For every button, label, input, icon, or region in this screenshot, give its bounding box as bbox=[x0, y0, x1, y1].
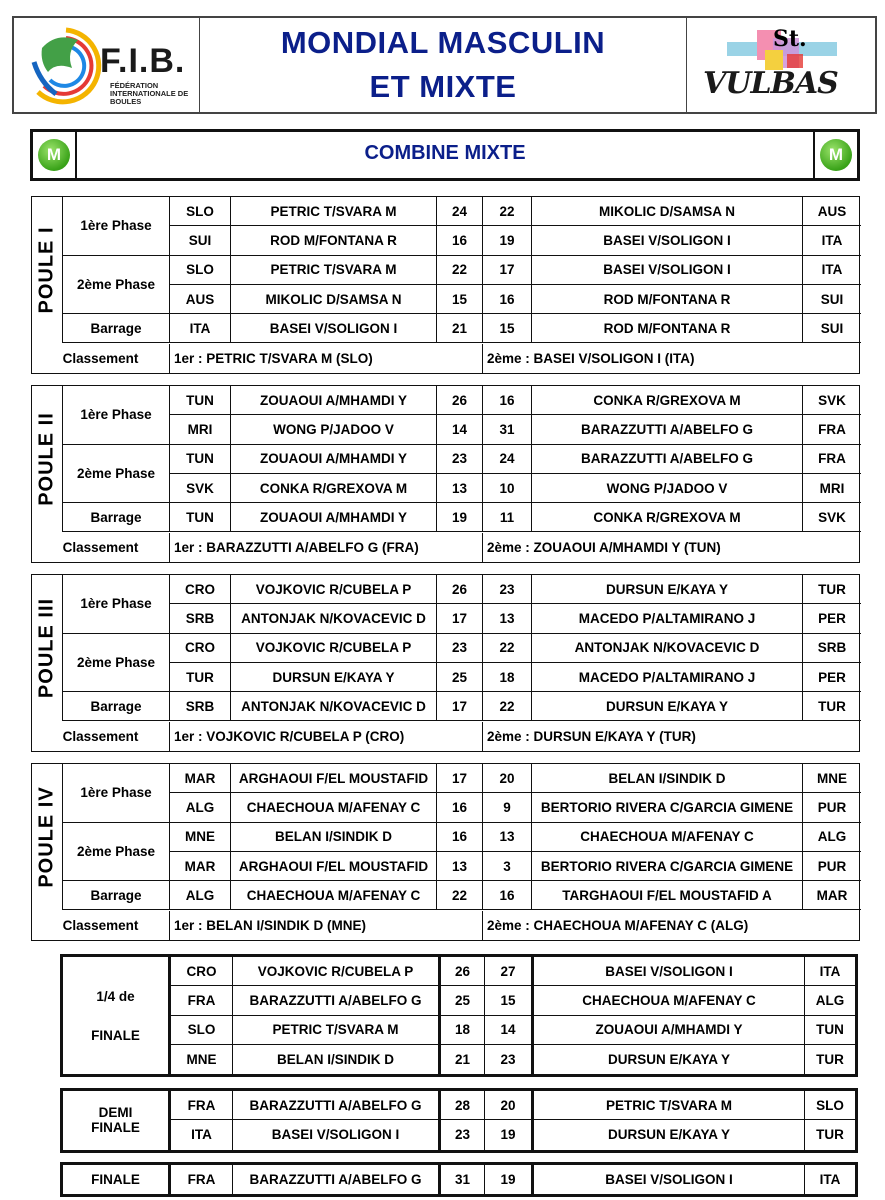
team-name: CHAECHOUA M/AFENAY C bbox=[534, 986, 805, 1015]
team-name: ZOUAOUI A/MHAMDI Y bbox=[231, 503, 437, 532]
score: 26 bbox=[437, 386, 483, 415]
pool-name-text: POULE III bbox=[35, 597, 58, 699]
team-name: CHAECHOUA M/AFENAY C bbox=[231, 881, 437, 910]
score: 20 bbox=[483, 764, 532, 793]
country-code: MRI bbox=[170, 415, 231, 444]
team-name: DURSUN E/KAYA Y bbox=[532, 575, 803, 604]
team-name: MACEDO P/ALTAMIRANO J bbox=[532, 663, 803, 692]
country-code: MNE bbox=[171, 1045, 233, 1074]
country-code: CRO bbox=[170, 634, 231, 663]
score: 11 bbox=[483, 503, 532, 532]
team-name: CHAECHOUA M/AFENAY C bbox=[532, 823, 803, 852]
country-code: AUS bbox=[170, 285, 231, 314]
country-code: MAR bbox=[170, 764, 231, 793]
round-label-line: FINALE bbox=[91, 1027, 140, 1043]
m-badge-icon: M bbox=[38, 139, 70, 171]
team-name: BELAN I/SINDIK D bbox=[233, 1045, 439, 1074]
classement-second: 2ème : ZOUAOUI A/MHAMDI Y (TUN) bbox=[487, 539, 721, 555]
team-name: VOJKOVIC R/CUBELA P bbox=[233, 957, 439, 986]
team-name: DURSUN E/KAYA Y bbox=[534, 1045, 805, 1074]
country-code: TUR bbox=[803, 575, 861, 604]
vulbas-text: VULBAS bbox=[703, 66, 838, 101]
team-name: ROD M/FONTANA R bbox=[532, 285, 803, 314]
score: 22 bbox=[483, 634, 532, 663]
country-code: MAR bbox=[803, 881, 861, 910]
team-name: MIKOLIC D/SAMSA N bbox=[532, 197, 803, 226]
country-code: ALG bbox=[170, 793, 231, 822]
round-label-line: 1/4 de bbox=[96, 988, 135, 1004]
country-code: ALG bbox=[803, 823, 861, 852]
team-name: BASEI V/SOLIGON I bbox=[534, 1165, 805, 1194]
fib-subtitle: FÉDÉRATION INTERNATIONALE DE BOULES bbox=[110, 81, 189, 106]
team-name: CHAECHOUA M/AFENAY C bbox=[231, 793, 437, 822]
score: 31 bbox=[439, 1165, 485, 1194]
country-code: MNE bbox=[170, 823, 231, 852]
barrage-label: Barrage bbox=[63, 881, 170, 910]
score: 19 bbox=[483, 226, 532, 255]
country-code: SRB bbox=[170, 692, 231, 721]
score: 3 bbox=[483, 852, 532, 881]
country-code: TUN bbox=[170, 445, 231, 474]
team-name: ARGHAOUI F/EL MOUSTAFID bbox=[231, 852, 437, 881]
score: 18 bbox=[483, 663, 532, 692]
fib-emblem-icon bbox=[26, 22, 106, 112]
country-code: ITA bbox=[819, 1172, 841, 1188]
country-code: SLO bbox=[170, 256, 231, 285]
team-name: DURSUN E/KAYA Y bbox=[534, 1120, 805, 1149]
barrage-label: Barrage bbox=[63, 314, 170, 343]
phase-label: 2ème Phase bbox=[63, 256, 170, 315]
pool-table bbox=[31, 574, 860, 752]
team-name: ARGHAOUI F/EL MOUSTAFID bbox=[231, 764, 437, 793]
team-name: WONG P/JADOO V bbox=[532, 474, 803, 503]
phase-label: 1ère Phase bbox=[63, 386, 170, 445]
score: 26 bbox=[439, 957, 485, 986]
classement-first: 1er : BARAZZUTTI A/ABELFO G (FRA) bbox=[170, 533, 483, 563]
team-name: DURSUN E/KAYA Y bbox=[532, 692, 803, 721]
score: 14 bbox=[485, 1016, 534, 1045]
team-name: ZOUAOUI A/MHAMDI Y bbox=[231, 445, 437, 474]
country-code: PER bbox=[803, 663, 861, 692]
score: 23 bbox=[437, 634, 483, 663]
score: 14 bbox=[437, 415, 483, 444]
score: 16 bbox=[483, 285, 532, 314]
pool-table bbox=[31, 196, 860, 374]
page-title bbox=[200, 18, 687, 112]
team-name: PETRIC T/SVARA M bbox=[233, 1016, 439, 1045]
team-name: ANTONJAK N/KOVACEVIC D bbox=[231, 692, 437, 721]
country-code: ALG bbox=[170, 881, 231, 910]
score: 25 bbox=[439, 986, 485, 1015]
country-code: TUR bbox=[803, 692, 861, 721]
score: 22 bbox=[437, 256, 483, 285]
country-code: TUR bbox=[816, 1052, 844, 1068]
phase-label: 2ème Phase bbox=[63, 823, 170, 882]
score: 16 bbox=[483, 881, 532, 910]
badge-right-cell bbox=[813, 132, 857, 178]
country-code: ALG bbox=[805, 986, 855, 1015]
st-vulbas-logo bbox=[687, 18, 875, 112]
country-code: ITA bbox=[805, 957, 855, 986]
country-code: SLO bbox=[170, 197, 231, 226]
score: 19 bbox=[485, 1120, 534, 1149]
round-label-line: FINALE bbox=[91, 1172, 140, 1188]
team-name: ROD M/FONTANA R bbox=[231, 226, 437, 255]
pool-name-text: POULE I bbox=[35, 226, 58, 314]
team-name: BARAZZUTTI A/ABELFO G bbox=[233, 1091, 439, 1120]
country-code: MRI bbox=[803, 474, 861, 503]
team-name: BARAZZUTTI A/ABELFO G bbox=[233, 1165, 439, 1194]
score: 21 bbox=[437, 314, 483, 343]
team-name: WONG P/JADOO V bbox=[231, 415, 437, 444]
score: 16 bbox=[437, 823, 483, 852]
round-label bbox=[63, 1091, 171, 1150]
score: 13 bbox=[437, 474, 483, 503]
score: 23 bbox=[485, 1045, 534, 1074]
country-code: TUN bbox=[170, 503, 231, 532]
barrage-label: Barrage bbox=[63, 503, 170, 532]
pool-name bbox=[32, 575, 63, 721]
score: 23 bbox=[439, 1120, 485, 1149]
score: 13 bbox=[437, 852, 483, 881]
team-name: CONKA R/GREXOVA M bbox=[532, 503, 803, 532]
team-name: BASEI V/SOLIGON I bbox=[532, 226, 803, 255]
country-code: SUI bbox=[803, 314, 861, 343]
country-code: ITA bbox=[171, 1120, 233, 1149]
score: 21 bbox=[439, 1045, 485, 1074]
knockout-table bbox=[60, 954, 858, 1077]
score: 17 bbox=[483, 256, 532, 285]
classement-second: 2ème : BASEI V/SOLIGON I (ITA) bbox=[487, 350, 695, 366]
country-code: MNE bbox=[803, 764, 861, 793]
team-name: VOJKOVIC R/CUBELA P bbox=[231, 575, 437, 604]
team-name: BASEI V/SOLIGON I bbox=[231, 314, 437, 343]
classement-first: 1er : VOJKOVIC R/CUBELA P (CRO) bbox=[170, 722, 483, 752]
score: 20 bbox=[485, 1091, 534, 1120]
score: 13 bbox=[483, 823, 532, 852]
team-name: BASEI V/SOLIGON I bbox=[534, 957, 805, 986]
phase-label: 1ère Phase bbox=[63, 575, 170, 634]
country-code: SVK bbox=[803, 503, 861, 532]
score: 17 bbox=[437, 692, 483, 721]
phase-label: 1ère Phase bbox=[63, 197, 170, 256]
classement-label: Classement bbox=[32, 344, 170, 374]
team-name: ZOUAOUI A/MHAMDI Y bbox=[231, 386, 437, 415]
country-code: SUI bbox=[170, 226, 231, 255]
fib-logo bbox=[14, 18, 200, 112]
team-name: BASEI V/SOLIGON I bbox=[233, 1120, 439, 1149]
score: 24 bbox=[483, 445, 532, 474]
score: 15 bbox=[483, 314, 532, 343]
m-badge-icon: M bbox=[820, 139, 852, 171]
knockout-table bbox=[60, 1088, 858, 1153]
pool-table bbox=[31, 763, 860, 941]
country-code: TUN bbox=[170, 386, 231, 415]
score: 24 bbox=[437, 197, 483, 226]
team-name: BERTORIO RIVERA C/GARCIA GIMENE bbox=[532, 852, 803, 881]
team-name: PETRIC T/SVARA M bbox=[231, 197, 437, 226]
team-name: BELAN I/SINDIK D bbox=[231, 823, 437, 852]
score: 15 bbox=[485, 986, 534, 1015]
country-code: SVK bbox=[803, 386, 861, 415]
country-code: ITA bbox=[803, 256, 861, 285]
team-name: CONKA R/GREXOVA M bbox=[532, 386, 803, 415]
country-code: PER bbox=[803, 604, 861, 633]
score: 22 bbox=[437, 881, 483, 910]
country-code: MAR bbox=[170, 852, 231, 881]
score: 17 bbox=[437, 604, 483, 633]
phase-label: 1ère Phase bbox=[63, 764, 170, 823]
score: 22 bbox=[483, 692, 532, 721]
team-name: PETRIC T/SVARA M bbox=[231, 256, 437, 285]
country-code: CRO bbox=[171, 957, 233, 986]
country-code: PUR bbox=[803, 793, 861, 822]
team-name: ANTONJAK N/KOVACEVIC D bbox=[231, 604, 437, 633]
knockout-table bbox=[60, 1162, 858, 1197]
country-code: TUR bbox=[170, 663, 231, 692]
score: 16 bbox=[483, 386, 532, 415]
team-name: MIKOLIC D/SAMSA N bbox=[231, 285, 437, 314]
score: 26 bbox=[437, 575, 483, 604]
country-code: AUS bbox=[803, 197, 861, 226]
team-name: BASEI V/SOLIGON I bbox=[532, 256, 803, 285]
pool-name-text: POULE IV bbox=[35, 786, 58, 888]
country-code: FRA bbox=[803, 415, 861, 444]
team-name: PETRIC T/SVARA M bbox=[534, 1091, 805, 1120]
title-line-1: MONDIAL MASCULIN bbox=[280, 25, 606, 60]
pool-name-text: POULE II bbox=[35, 412, 58, 506]
pool-table bbox=[31, 385, 860, 563]
round-label bbox=[63, 1165, 171, 1194]
team-name: BARAZZUTTI A/ABELFO G bbox=[233, 986, 439, 1015]
classement-first: 1er : PETRIC T/SVARA M (SLO) bbox=[170, 344, 483, 374]
score: 15 bbox=[437, 285, 483, 314]
team-name: VOJKOVIC R/CUBELA P bbox=[231, 634, 437, 663]
pool-name bbox=[32, 386, 63, 532]
country-code: ITA bbox=[803, 226, 861, 255]
score: 13 bbox=[483, 604, 532, 633]
country-code: SRB bbox=[170, 604, 231, 633]
score: 23 bbox=[483, 575, 532, 604]
classement-label: Classement bbox=[32, 533, 170, 563]
country-code: SLO bbox=[805, 1091, 855, 1120]
score: 31 bbox=[483, 415, 532, 444]
score: 16 bbox=[437, 793, 483, 822]
fib-logo-text: F.I.B. bbox=[100, 42, 186, 80]
country-code: TUN bbox=[805, 1016, 855, 1045]
pool-name bbox=[32, 197, 63, 343]
country-code: FRA bbox=[171, 1165, 233, 1194]
barrage-label: Barrage bbox=[63, 692, 170, 721]
score: 27 bbox=[485, 957, 534, 986]
country-code: FRA bbox=[171, 1091, 233, 1120]
team-name: ANTONJAK N/KOVACEVIC D bbox=[532, 634, 803, 663]
page-header bbox=[12, 16, 877, 114]
country-code: FRA bbox=[803, 445, 861, 474]
classement-label: Classement bbox=[32, 911, 170, 941]
country-code: SUI bbox=[803, 285, 861, 314]
country-code: PUR bbox=[803, 852, 861, 881]
score: 25 bbox=[437, 663, 483, 692]
st-text: St. bbox=[773, 26, 807, 52]
team-name: BERTORIO RIVERA C/GARCIA GIMENE bbox=[532, 793, 803, 822]
score: 28 bbox=[439, 1091, 485, 1120]
score: 17 bbox=[437, 764, 483, 793]
score: 16 bbox=[437, 226, 483, 255]
team-name: TARGHAOUI F/EL MOUSTAFID A bbox=[532, 881, 803, 910]
team-name: DURSUN E/KAYA Y bbox=[231, 663, 437, 692]
team-name: BELAN I/SINDIK D bbox=[532, 764, 803, 793]
team-name: ROD M/FONTANA R bbox=[532, 314, 803, 343]
country-code: SLO bbox=[171, 1016, 233, 1045]
team-name: BARAZZUTTI A/ABELFO G bbox=[532, 445, 803, 474]
classement-second: 2ème : DURSUN E/KAYA Y (TUR) bbox=[487, 728, 696, 744]
classement-first: 1er : BELAN I/SINDIK D (MNE) bbox=[170, 911, 483, 941]
country-code: SVK bbox=[170, 474, 231, 503]
country-code: TUR bbox=[816, 1127, 844, 1143]
round-label-line: DEMI bbox=[98, 1105, 133, 1121]
country-code: CRO bbox=[170, 575, 231, 604]
team-name: BARAZZUTTI A/ABELFO G bbox=[532, 415, 803, 444]
team-name: ZOUAOUI A/MHAMDI Y bbox=[534, 1016, 805, 1045]
score: 10 bbox=[483, 474, 532, 503]
score: 9 bbox=[483, 793, 532, 822]
score: 19 bbox=[437, 503, 483, 532]
country-code: SRB bbox=[803, 634, 861, 663]
phase-label: 2ème Phase bbox=[63, 634, 170, 693]
round-label bbox=[63, 957, 171, 1074]
classement-label: Classement bbox=[32, 722, 170, 752]
score: 18 bbox=[439, 1016, 485, 1045]
score: 19 bbox=[485, 1165, 534, 1194]
team-name: MACEDO P/ALTAMIRANO J bbox=[532, 604, 803, 633]
round-label-line: FINALE bbox=[91, 1120, 140, 1136]
score: 23 bbox=[437, 445, 483, 474]
title-line-2: ET MIXTE bbox=[369, 69, 517, 104]
banner-title: COMBINE MIXTE bbox=[364, 142, 526, 164]
section-banner bbox=[30, 129, 860, 181]
team-name: CONKA R/GREXOVA M bbox=[231, 474, 437, 503]
country-code: FRA bbox=[171, 986, 233, 1015]
score: 22 bbox=[483, 197, 532, 226]
classement-second: 2ème : CHAECHOUA M/AFENAY C (ALG) bbox=[487, 917, 749, 933]
phase-label: 2ème Phase bbox=[63, 445, 170, 504]
pool-name bbox=[32, 764, 63, 910]
country-code: ITA bbox=[170, 314, 231, 343]
